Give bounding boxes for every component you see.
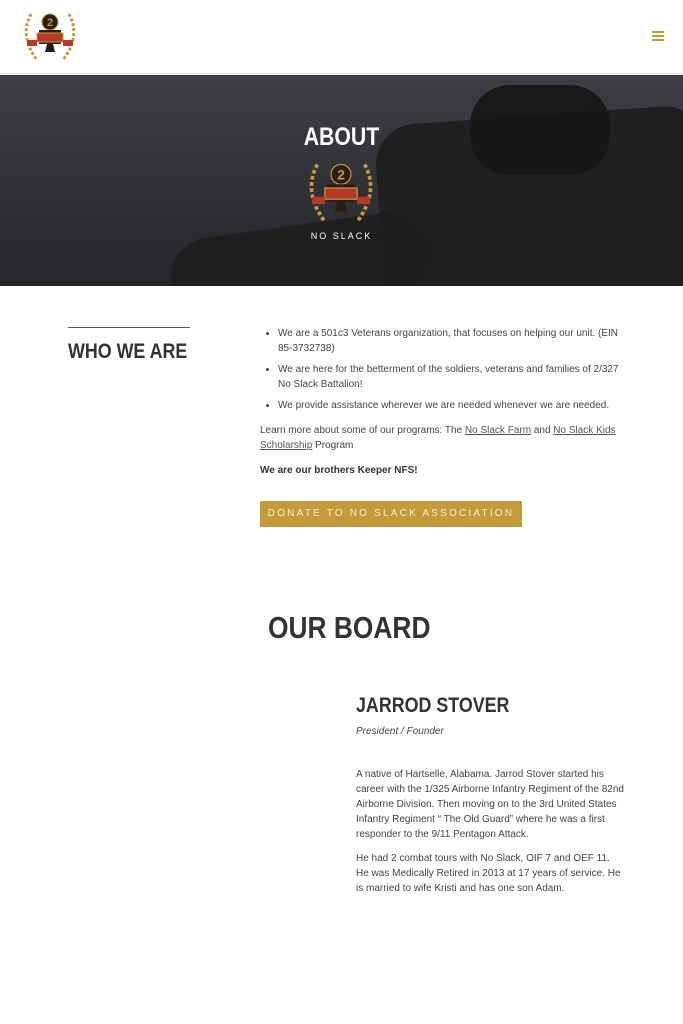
member-role: President / Founder — [356, 726, 444, 737]
bio-paragraph: A native of Hartselle, Alabama. Jarrod Stover started his career with the 1/325 Airborne Infantry Regiment of the 82nd Airborne Division. Then moving on to the 3rd United States Infantry Regiment “ The Old Guard” where he was a first responder to the 9/11 Pentagon Attack. — [356, 769, 624, 840]
who-we-are-content — [260, 326, 620, 488]
programs-prefix: Learn more about some of our programs: The — [260, 425, 465, 436]
list-item: • We are here for the betterment of the soldiers, veterans and families of 2/327 No Slack Battalion! — [278, 362, 620, 392]
programs-suffix: Program — [312, 440, 354, 451]
no-slack-logo[interactable] — [17, 8, 83, 66]
section-divider — [68, 327, 190, 328]
svg-text:2: 2 — [337, 167, 345, 183]
no-slack-farm-link[interactable]: No Slack Farm — [464, 425, 532, 436]
hero-subtitle: NO SLACK — [310, 231, 373, 241]
hero-banner — [0, 75, 683, 286]
hero-title: ABOUT — [303, 123, 380, 151]
our-board-heading: OUR BOARD — [268, 610, 431, 645]
member-bio — [356, 767, 624, 905]
site-header — [0, 0, 683, 74]
no-slack-kids-scholarship-link[interactable]: No Slack Kids Scholarship — [260, 425, 616, 451]
mission-list — [260, 326, 620, 413]
list-item: • We provide assistance wherever we are needed whenever we are needed. — [278, 398, 620, 413]
donate-button[interactable]: DONATE TO NO SLACK ASSOCIATION — [260, 501, 522, 527]
programs-text — [260, 423, 620, 453]
svg-text:2: 2 — [46, 17, 54, 29]
hamburger-menu-icon[interactable] — [652, 31, 664, 41]
who-we-are-heading: WHO WE ARE — [68, 340, 188, 363]
hero-logo — [300, 157, 382, 229]
list-item: • We are a 501c3 Veterans organization, that focuses on helping our unit. (EIN 85-3732738) — [278, 326, 620, 356]
motto: We are our brothers Keeper NFS! — [260, 465, 418, 476]
programs-and: and — [531, 425, 554, 436]
member-name: JARROD STOVER — [356, 694, 510, 717]
bio-paragraph: He had 2 combat tours with No Slack, OIF 7 and OEF 11. He was Medically Retired in 2013 at 17 years of service. He is married to wife Kristi and has one son Adam. — [356, 853, 621, 894]
